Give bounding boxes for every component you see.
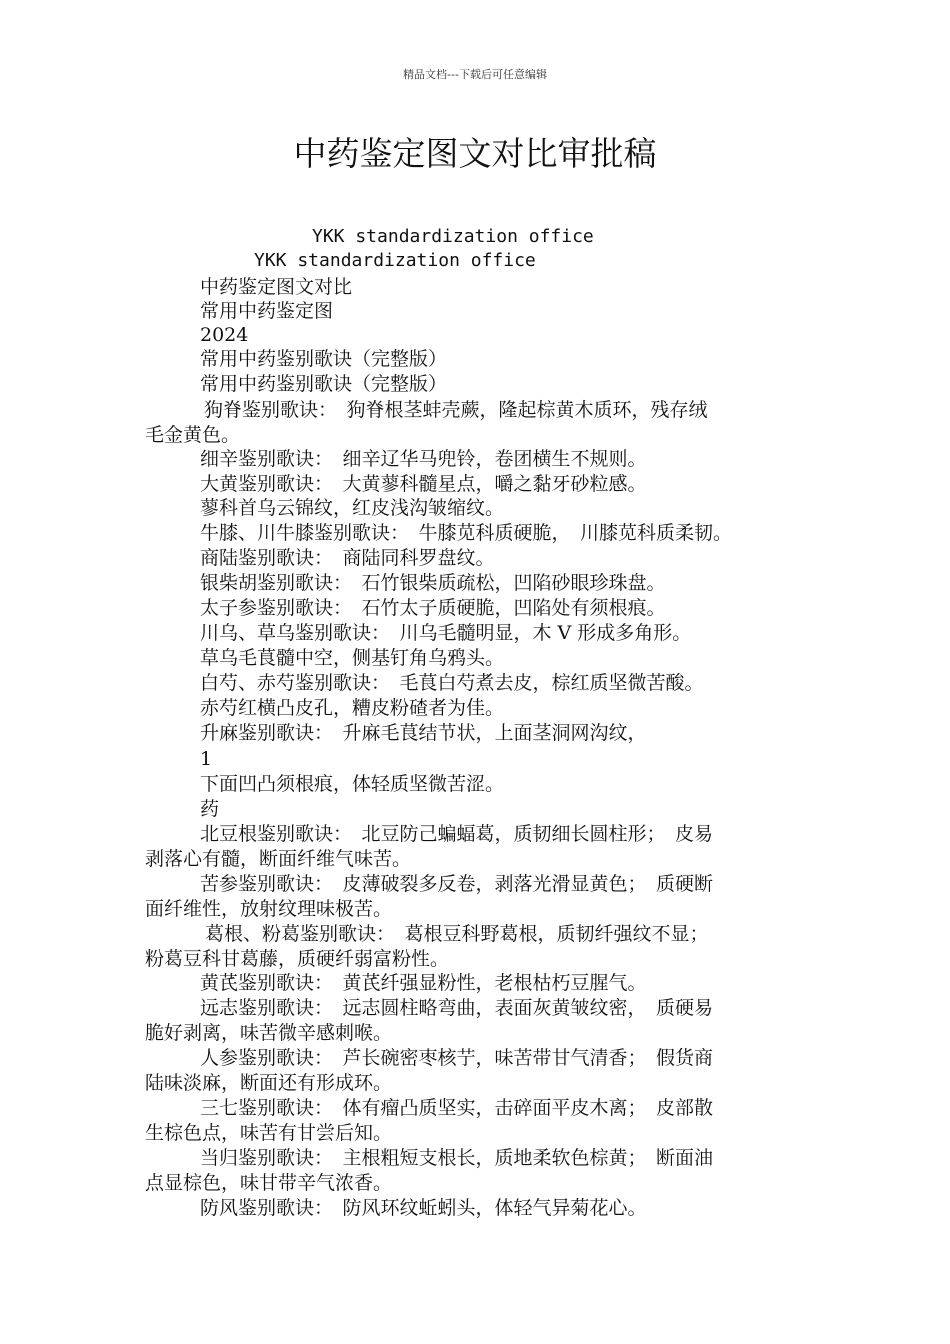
text-line: 细辛鉴别歌诀： 细辛辽华马兜铃，卷团横生不规则。	[200, 448, 647, 470]
text-line: 中药鉴定图文对比	[200, 276, 353, 298]
text-line: 商陆鉴别歌诀： 商陆同科罗盘纹。	[200, 547, 495, 569]
text-line: 当归鉴别歌诀： 主根粗短支根长，质地柔软色棕黄； 断面油	[200, 1147, 714, 1169]
text-line: 狗脊鉴别歌诀： 狗脊根茎蚌壳蕨，隆起棕黄木质环，残存绒	[204, 399, 708, 421]
text-line: 1	[200, 748, 213, 770]
text-line: 人参鉴别歌诀： 芦长碗密枣核艼，味苦带甘气清香； 假货商	[200, 1047, 714, 1069]
text-line: 剥落心有髓，断面纤维气味苦。	[145, 848, 412, 870]
text-line: 赤芍红横凸皮孔，糟皮粉碴者为佳。	[200, 697, 505, 719]
text-line: 北豆根鉴别歌诀： 北豆防己蝙蝠葛，质韧细长圆柱形； 皮易	[200, 823, 714, 845]
text-line: 牛膝、川牛膝鉴别歌诀： 牛膝苋科质硬脆， 川膝苋科质柔韧。	[200, 522, 733, 544]
text-line: 远志鉴别歌诀： 远志圆柱略弯曲，表面灰黄皱纹密， 质硬易	[200, 997, 714, 1019]
office-line-2: YKK standardization office	[254, 250, 536, 271]
text-line: 三七鉴别歌诀： 体有瘤凸质坚实，击碎面平皮木离； 皮部散	[200, 1097, 714, 1119]
text-line: 大黄鉴别歌诀： 大黄蓼科髓星点，嚼之黏牙砂粒感。	[200, 473, 647, 495]
text-line: 常用中药鉴定图	[200, 300, 334, 322]
text-line: 草乌毛茛髓中空，侧基钉角乌鸦头。	[200, 647, 505, 669]
text-line: 2024	[200, 324, 249, 346]
text-line: 常用中药鉴别歌诀（完整版）	[200, 348, 448, 370]
text-line: 蓼科首乌云锦纹，红皮浅沟皱缩纹。	[200, 497, 505, 519]
text-line: 防风鉴别歌诀： 防风环纹蚯蚓头，体轻气异菊花心。	[200, 1197, 647, 1219]
text-line: 粉葛豆科甘葛藤，质硬纤弱富粉性。	[145, 948, 450, 970]
text-line: 面纤维性，放射纹理味极苦。	[145, 898, 393, 920]
text-line: 银柴胡鉴别歌诀： 石竹银柴质疏松，凹陷砂眼珍珠盘。	[200, 572, 666, 594]
text-line: 苦参鉴别歌诀： 皮薄破裂多反卷，剥落光滑显黄色； 质硬断	[200, 873, 714, 895]
text-line: 脆好剥离，味苦微辛感刺喉。	[145, 1022, 393, 1044]
text-line: 葛根、粉葛鉴别歌诀： 葛根豆科野葛根，质韧纤强纹不显；	[205, 923, 709, 945]
page-header: 精品文档---下载后可任意编辑	[403, 68, 547, 81]
text-line: 太子参鉴别歌诀： 石竹太子质硬脆，凹陷处有须根痕。	[200, 597, 666, 619]
text-line: 生棕色点，味苦有甘尝后知。	[145, 1122, 393, 1144]
text-line: 川乌、草乌鉴别歌诀： 川乌毛髓明显，木 V 形成多角形。	[200, 622, 692, 644]
text-line: 陆味淡麻，断面还有形成环。	[145, 1072, 393, 1094]
text-line: 下面凹凸须根痕，体轻质坚微苦涩。	[200, 773, 505, 795]
document-title: 中药鉴定图文对比审批稿	[293, 134, 657, 173]
text-line: 毛金黄色。	[145, 424, 241, 446]
text-line: 黄芪鉴别歌诀： 黄芪纤强显粉性，老根枯朽豆腥气。	[200, 972, 647, 994]
text-line: 常用中药鉴别歌诀（完整版）	[200, 373, 448, 395]
text-line: 升麻鉴别歌诀： 升麻毛茛结节状，上面茎洞网沟纹，	[200, 722, 647, 744]
text-line: 药	[200, 798, 220, 820]
text-line: 点显棕色，味甘带辛气浓香。	[145, 1172, 393, 1194]
office-line-1: YKK standardization office	[312, 226, 594, 247]
text-line: 白芍、赤芍鉴别歌诀： 毛茛白芍煮去皮，棕红质坚微苦酸。	[200, 672, 704, 694]
